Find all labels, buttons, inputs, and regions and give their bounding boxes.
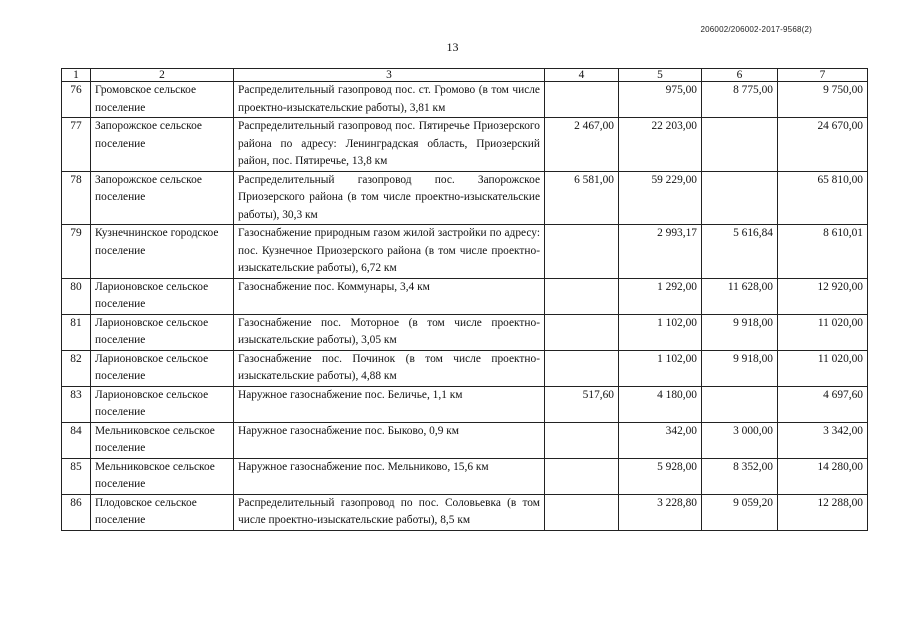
value-col-4	[545, 314, 619, 350]
project-description: Распределительный газопровод пос. ст. Громово (в том числе проектно-изыскательские работы), 3,81 км	[234, 82, 545, 118]
value-col-6	[702, 171, 778, 225]
value-col-5: 4 180,00	[619, 386, 702, 422]
value-col-4	[545, 458, 619, 494]
table-row	[62, 278, 868, 314]
project-description: Наружное газоснабжение пос. Быково, 0,9 км	[234, 422, 545, 458]
value-col-4: 6 581,00	[545, 171, 619, 225]
value-col-7: 3 342,00	[778, 422, 868, 458]
column-header-1: 1	[62, 69, 91, 82]
row-number: 77	[62, 118, 91, 172]
value-col-4	[545, 350, 619, 386]
table-row	[62, 314, 868, 350]
value-col-6: 8 775,00	[702, 82, 778, 118]
column-header-7: 7	[778, 69, 868, 82]
project-description: Газоснабжение пос. Коммунары, 3,4 км	[234, 278, 545, 314]
project-description: Газоснабжение пос. Починок (в том числе проектно-изыскательские работы), 4,88 км	[234, 350, 545, 386]
value-col-6	[702, 386, 778, 422]
value-col-6: 5 616,84	[702, 225, 778, 279]
value-col-6	[702, 118, 778, 172]
settlement-name: Мельниковское сельское поселение	[91, 422, 234, 458]
settlement-name: Ларионовское сельское поселение	[91, 314, 234, 350]
value-col-4: 2 467,00	[545, 118, 619, 172]
value-col-7: 8 610,01	[778, 225, 868, 279]
value-col-7: 11 020,00	[778, 350, 868, 386]
value-col-6: 11 628,00	[702, 278, 778, 314]
column-header-6: 6	[702, 69, 778, 82]
value-col-5: 3 228,80	[619, 494, 702, 530]
value-col-7: 12 920,00	[778, 278, 868, 314]
row-number: 78	[62, 171, 91, 225]
value-col-5: 2 993,17	[619, 225, 702, 279]
table-row	[62, 350, 868, 386]
row-number: 86	[62, 494, 91, 530]
column-header-2: 2	[91, 69, 234, 82]
settlement-name: Ларионовское сельское поселение	[91, 386, 234, 422]
project-description: Распределительный газопровод пос. Пятиречье Приозерского района по адресу: Ленинградская область, Приозерский район, пос. Пятиречье, 13,8 км	[234, 118, 545, 172]
table-row	[62, 82, 868, 118]
table-row	[62, 422, 868, 458]
value-col-4	[545, 82, 619, 118]
row-number: 80	[62, 278, 91, 314]
settlement-name: Запорожское сельское поселение	[91, 118, 234, 172]
table-row	[62, 118, 868, 172]
table-row	[62, 494, 868, 530]
settlement-name: Громовское сельское поселение	[91, 82, 234, 118]
settlement-name: Запорожское сельское поселение	[91, 171, 234, 225]
value-col-5: 22 203,00	[619, 118, 702, 172]
value-col-5: 1 292,00	[619, 278, 702, 314]
row-number: 79	[62, 225, 91, 279]
column-header-4: 4	[545, 69, 619, 82]
project-description: Газоснабжение природным газом жилой застройки по адресу: пос. Кузнечное Приозерского района (в том числе проектно-изыскательские работы), 6,72 км	[234, 225, 545, 279]
value-col-7: 11 020,00	[778, 314, 868, 350]
project-description: Распределительный газопровод по пос. Соловьевка (в том числе проектно-изыскательские работы), 8,5 км	[234, 494, 545, 530]
row-number: 82	[62, 350, 91, 386]
value-col-4	[545, 278, 619, 314]
project-description: Распределительный газопровод пос. Запорожское Приозерского района (в том числе проектно-изыскательские работы), 30,3 км	[234, 171, 545, 225]
project-description: Наружное газоснабжение пос. Беличье, 1,1 км	[234, 386, 545, 422]
value-col-4	[545, 494, 619, 530]
row-number: 83	[62, 386, 91, 422]
row-number: 76	[62, 82, 91, 118]
page-number: 13	[446, 40, 459, 54]
row-number: 81	[62, 314, 91, 350]
value-col-7: 4 697,60	[778, 386, 868, 422]
value-col-5: 59 229,00	[619, 171, 702, 225]
table-row	[62, 458, 868, 494]
column-number-row	[62, 69, 868, 82]
project-description: Наружное газоснабжение пос. Мельниково, 15,6 км	[234, 458, 545, 494]
value-col-6: 9 918,00	[702, 350, 778, 386]
settlement-name: Ларионовское сельское поселение	[91, 350, 234, 386]
project-description: Газоснабжение пос. Моторное (в том числе проектно-изыскательские работы), 3,05 км	[234, 314, 545, 350]
value-col-7: 65 810,00	[778, 171, 868, 225]
value-col-6: 8 352,00	[702, 458, 778, 494]
value-col-7: 14 280,00	[778, 458, 868, 494]
table-row	[62, 225, 868, 279]
row-number: 85	[62, 458, 91, 494]
value-col-7: 9 750,00	[778, 82, 868, 118]
value-col-6: 9 918,00	[702, 314, 778, 350]
value-col-4	[545, 225, 619, 279]
value-col-6: 9 059,20	[702, 494, 778, 530]
value-col-4: 517,60	[545, 386, 619, 422]
table-row	[62, 171, 868, 225]
value-col-5: 1 102,00	[619, 350, 702, 386]
value-col-5: 5 928,00	[619, 458, 702, 494]
value-col-7: 12 288,00	[778, 494, 868, 530]
value-col-5: 975,00	[619, 82, 702, 118]
settlement-name: Кузнечнинское городское поселение	[91, 225, 234, 279]
settlement-name: Ларионовское сельское поселение	[91, 278, 234, 314]
column-header-5: 5	[619, 69, 702, 82]
budget-table	[61, 68, 868, 531]
settlement-name: Мельниковское сельское поселение	[91, 458, 234, 494]
column-header-3: 3	[234, 69, 545, 82]
value-col-7: 24 670,00	[778, 118, 868, 172]
value-col-5: 1 102,00	[619, 314, 702, 350]
table-row	[62, 386, 868, 422]
value-col-4	[545, 422, 619, 458]
document-code: 206002/206002-2017-9568(2)	[700, 25, 812, 34]
table-body	[62, 82, 868, 531]
row-number: 84	[62, 422, 91, 458]
value-col-5: 342,00	[619, 422, 702, 458]
settlement-name: Плодовское сельское поселение	[91, 494, 234, 530]
value-col-6: 3 000,00	[702, 422, 778, 458]
